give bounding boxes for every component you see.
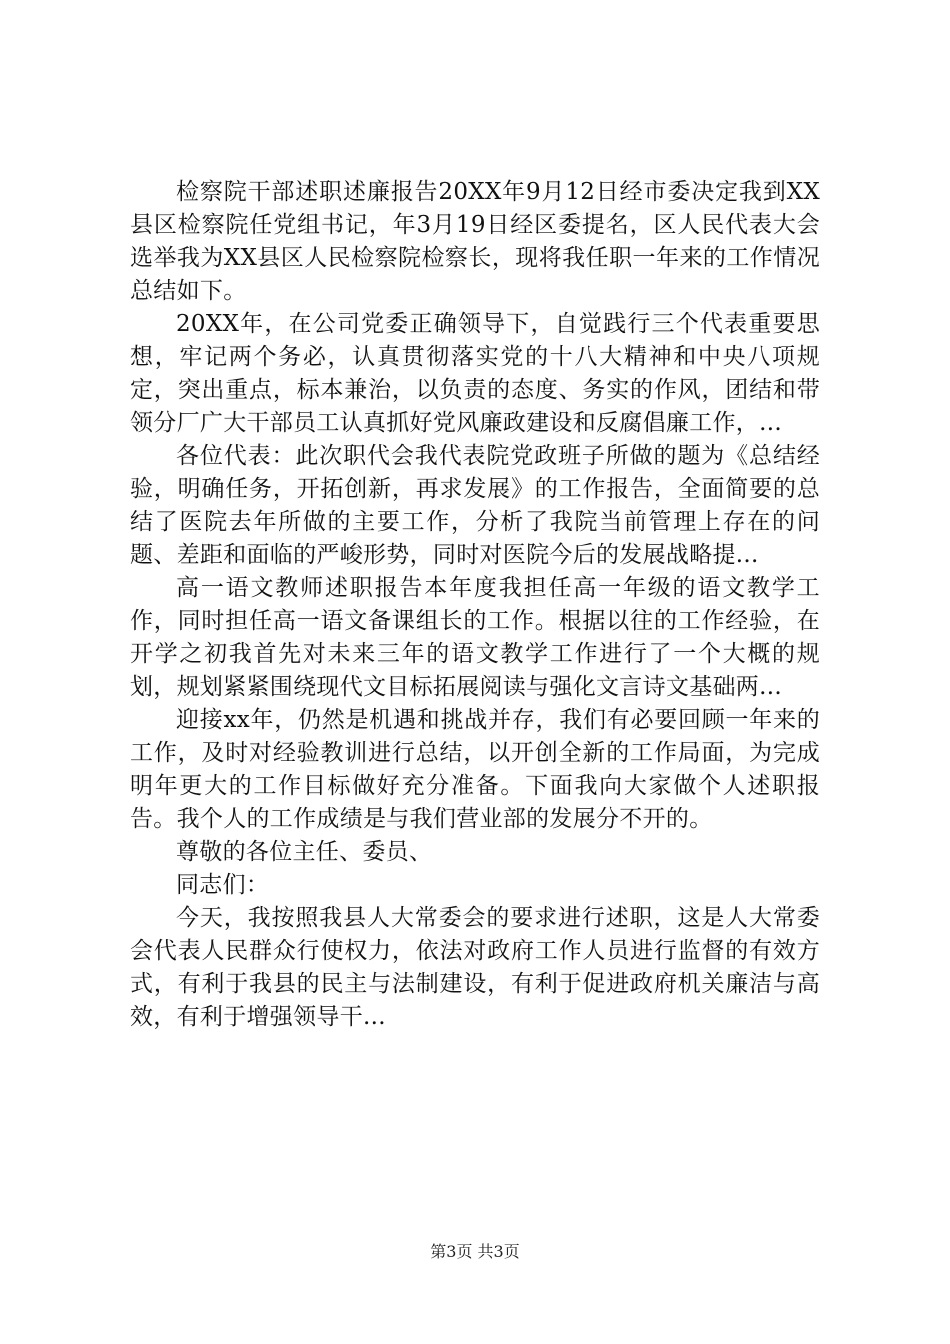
paragraph-6: 尊敬的各位主任、委员、 <box>176 839 433 865</box>
paragraph-8: 今天，我按照我县人大常委会的要求进行述职，这是人大常委会代表人民群众行使权力，依法对政府工作人员进行监督的有效方式，有利于我县的民主与法制建设，有利于促进政府机关廉洁与高效，有利于增强领导干... <box>130 905 820 1030</box>
paragraph-4: 高一语文教师述职报告本年度我担任高一年级的语文教学工作，同时担任高一语文备课组长的工作。根据以往的工作经验，在开学之初我首先对未来三年的语文教学工作进行了一个大概的规划，规划紧紧围绕现代文目标拓展阅读与强化文言诗文基础两... <box>130 575 820 700</box>
page-footer: 第3页 共3页 <box>430 1242 520 1261</box>
document-body <box>130 176 820 1034</box>
paragraph-5: 迎接xx年，仍然是机遇和挑战并存，我们有必要回顾一年来的工作，及时对经验教训进行总结，以开创全新的工作局面，为完成明年更大的工作目标做好充分准备。下面我向大家做个人述职报告。我个人的工作成绩是与我们营业部的发展分不开的。 <box>130 707 820 832</box>
paragraph-3: 各位代表：此次职代会我代表院党政班子所做的题为《总结经验，明确任务，开拓创新，再求发展》的工作报告，全面简要的总结了医院去年所做的主要工作，分析了我院当前管理上存在的问题、差距和面临的严峻形势，同时对医院今后的发展战略提... <box>130 443 820 568</box>
paragraph-7: 同志们： <box>176 872 270 898</box>
paragraph-2: 20XX年，在公司党委正确领导下，自觉践行三个代表重要思想，牢记两个务必，认真贯彻落实党的十八大精神和中央八项规定，突出重点，标本兼治，以负责的态度、务实的作风，团结和带领分厂广大干部员工认真抓好党风廉政建设和反腐倡廉工作，... <box>130 311 820 436</box>
paragraph-1: 检察院干部述职述廉报告20XX年9月12日经市委决定我到XX县区检察院任党组书记，年3月19日经区委提名，区人民代表大会选举我为XX县区人民检察院检察长，现将我任职一年来的工作情况总结如下。 <box>130 179 820 304</box>
